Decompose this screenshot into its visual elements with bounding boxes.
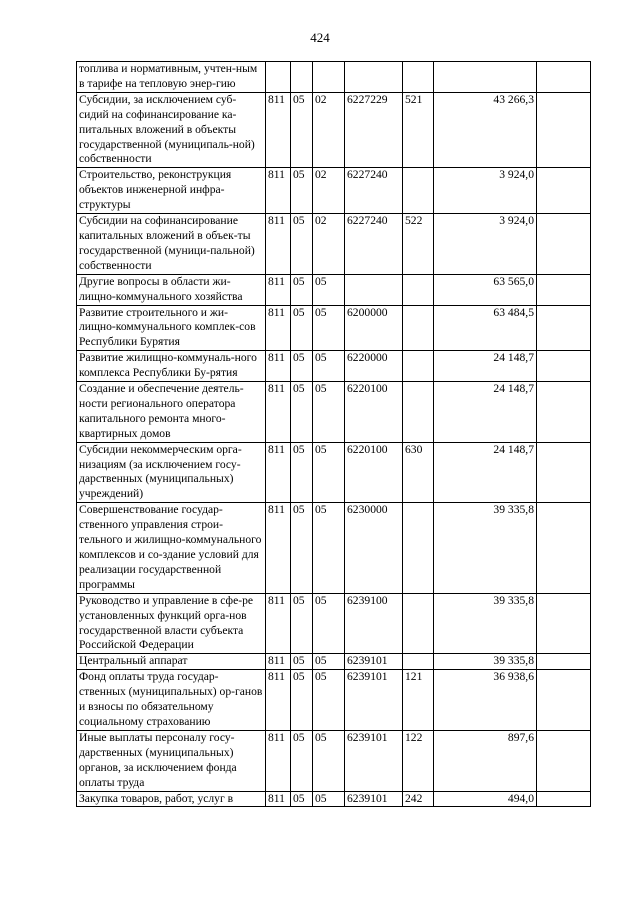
target-article-code [345, 274, 403, 305]
extra-column [537, 214, 591, 275]
budget-item-name: Центральный аппарат [77, 654, 266, 670]
table-row [77, 730, 591, 791]
section-code: 05 [291, 351, 313, 382]
amount-value: 24 148,7 [434, 382, 537, 443]
table-row [77, 351, 591, 382]
expense-type-code: 122 [403, 730, 434, 791]
section-code: 05 [291, 670, 313, 731]
amount-value: 897,6 [434, 730, 537, 791]
section-code: 05 [291, 730, 313, 791]
extra-column [537, 593, 591, 654]
budget-item-name: Иные выплаты персоналу госу-дарственных (муниципальных) органов, за исключением фонда оплаты труда [77, 730, 266, 791]
expense-type-code [403, 168, 434, 214]
target-article-code: 6220000 [345, 351, 403, 382]
expense-type-code [403, 503, 434, 593]
budget-item-name: Строительство, реконструкция объектов инженерной инфра-структуры [77, 168, 266, 214]
ministry-code: 811 [266, 654, 291, 670]
expense-type-code: 521 [403, 92, 434, 168]
subsection-code: 02 [313, 214, 345, 275]
ministry-code: 811 [266, 593, 291, 654]
extra-column [537, 791, 591, 807]
amount-value: 3 924,0 [434, 214, 537, 275]
extra-column [537, 62, 591, 93]
target-article-code: 6227240 [345, 214, 403, 275]
amount-value: 36 938,6 [434, 670, 537, 731]
table-row [77, 168, 591, 214]
extra-column [537, 92, 591, 168]
expense-type-code [403, 593, 434, 654]
expense-type-code [403, 62, 434, 93]
budget-item-name: топлива и нормативным, учтен-ным в тарифе на тепловую энер-гию [77, 62, 266, 93]
ministry-code: 811 [266, 503, 291, 593]
subsection-code: 05 [313, 654, 345, 670]
budget-table [76, 61, 591, 807]
budget-item-name: Руководство и управление в сфе-ре установленных функций орга-нов государственной власти субъекта Российской Федерации [77, 593, 266, 654]
subsection-code: 02 [313, 92, 345, 168]
amount-value: 63 484,5 [434, 305, 537, 351]
ministry-code: 811 [266, 214, 291, 275]
ministry-code: 811 [266, 168, 291, 214]
ministry-code [266, 62, 291, 93]
extra-column [537, 274, 591, 305]
expense-type-code [403, 305, 434, 351]
subsection-code [313, 62, 345, 93]
subsection-code: 05 [313, 351, 345, 382]
extra-column [537, 654, 591, 670]
amount-value: 39 335,8 [434, 503, 537, 593]
amount-value: 24 148,7 [434, 442, 537, 503]
extra-column [537, 305, 591, 351]
subsection-code: 05 [313, 730, 345, 791]
expense-type-code [403, 382, 434, 443]
budget-item-name: Другие вопросы в области жи-лищно-коммунального хозяйства [77, 274, 266, 305]
extra-column [537, 730, 591, 791]
table-row [77, 214, 591, 275]
amount-value: 39 335,8 [434, 593, 537, 654]
budget-item-name: Субсидии некоммерческим орга-низациям (за исключением госу-дарственных (муниципальных) учреждений) [77, 442, 266, 503]
section-code: 05 [291, 503, 313, 593]
expense-type-code [403, 351, 434, 382]
table-body [77, 62, 591, 807]
target-article-code: 6239101 [345, 730, 403, 791]
extra-column [537, 442, 591, 503]
subsection-code: 05 [313, 791, 345, 807]
amount-value: 24 148,7 [434, 351, 537, 382]
table-row [77, 654, 591, 670]
table-row [77, 92, 591, 168]
expense-type-code: 522 [403, 214, 434, 275]
budget-item-name: Закупка товаров, работ, услуг в [77, 791, 266, 807]
section-code: 05 [291, 382, 313, 443]
target-article-code: 6239101 [345, 654, 403, 670]
amount-value [434, 62, 537, 93]
table-row [77, 791, 591, 807]
extra-column [537, 670, 591, 731]
section-code: 05 [291, 214, 313, 275]
section-code: 05 [291, 442, 313, 503]
ministry-code: 811 [266, 670, 291, 731]
section-code: 05 [291, 168, 313, 214]
extra-column [537, 382, 591, 443]
ministry-code: 811 [266, 274, 291, 305]
ministry-code: 811 [266, 791, 291, 807]
target-article-code: 6230000 [345, 503, 403, 593]
expense-type-code [403, 654, 434, 670]
expense-type-code: 630 [403, 442, 434, 503]
subsection-code: 05 [313, 382, 345, 443]
target-article-code: 6227240 [345, 168, 403, 214]
table-row [77, 305, 591, 351]
section-code: 05 [291, 791, 313, 807]
ministry-code: 811 [266, 351, 291, 382]
target-article-code: 6220100 [345, 442, 403, 503]
section-code: 05 [291, 593, 313, 654]
amount-value: 63 565,0 [434, 274, 537, 305]
expense-type-code: 121 [403, 670, 434, 731]
amount-value: 3 924,0 [434, 168, 537, 214]
table-row [77, 62, 591, 93]
budget-item-name: Создание и обеспечение деятель-ности регионального оператора капитального ремонта много-квартирных домов [77, 382, 266, 443]
page-number: 424 [310, 30, 330, 45]
target-article-code: 6239101 [345, 670, 403, 731]
expense-type-code [403, 274, 434, 305]
section-code: 05 [291, 92, 313, 168]
amount-value: 494,0 [434, 791, 537, 807]
subsection-code: 02 [313, 168, 345, 214]
target-article-code: 6239100 [345, 593, 403, 654]
ministry-code: 811 [266, 92, 291, 168]
section-code: 05 [291, 654, 313, 670]
budget-item-name: Фонд оплаты труда государ-ственных (муниципальных) ор-ганов и взносы по обязательному социальному страхованию [77, 670, 266, 731]
extra-column [537, 351, 591, 382]
section-code: 05 [291, 305, 313, 351]
table-row [77, 382, 591, 443]
budget-item-name: Субсидии, за исключением суб-сидий на софинансирование ка-питальных вложений в объекты государственной (муниципаль-ной) собственности [77, 92, 266, 168]
amount-value: 43 266,3 [434, 92, 537, 168]
target-article-code: 6227229 [345, 92, 403, 168]
table-row [77, 593, 591, 654]
budget-item-name: Субсидии на софинансирование капитальных вложений в объек-ты государственной (муници-пальной) собственности [77, 214, 266, 275]
ministry-code: 811 [266, 730, 291, 791]
subsection-code: 05 [313, 442, 345, 503]
section-code [291, 62, 313, 93]
target-article-code [345, 62, 403, 93]
subsection-code: 05 [313, 593, 345, 654]
budget-item-name: Развитие жилищно-коммуналь-ного комплекса Республики Бу-рятия [77, 351, 266, 382]
extra-column [537, 168, 591, 214]
budget-item-name: Развитие строительного и жи-лищно-коммунального комплек-сов Республики Бурятия [77, 305, 266, 351]
subsection-code: 05 [313, 503, 345, 593]
target-article-code: 6200000 [345, 305, 403, 351]
amount-value: 39 335,8 [434, 654, 537, 670]
ministry-code: 811 [266, 382, 291, 443]
section-code: 05 [291, 274, 313, 305]
ministry-code: 811 [266, 442, 291, 503]
subsection-code: 05 [313, 670, 345, 731]
subsection-code: 05 [313, 305, 345, 351]
expense-type-code: 242 [403, 791, 434, 807]
subsection-code: 05 [313, 274, 345, 305]
target-article-code: 6239101 [345, 791, 403, 807]
table-row [77, 503, 591, 593]
extra-column [537, 503, 591, 593]
table-row [77, 274, 591, 305]
ministry-code: 811 [266, 305, 291, 351]
budget-item-name: Совершенствование государ-ственного управления строи-тельного и жилищно-коммунального комплексов и со-здание условий для реализации государственной программы [77, 503, 266, 593]
target-article-code: 6220100 [345, 382, 403, 443]
table-row [77, 442, 591, 503]
table-row [77, 670, 591, 731]
